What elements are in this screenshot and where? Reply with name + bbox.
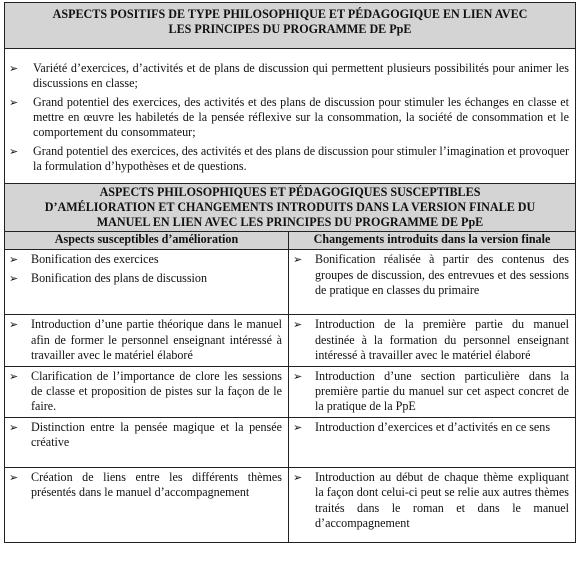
arrowhead-bullet-icon: ➢ [293,420,303,434]
list-item [9,252,282,267]
arrowhead-bullet-icon: ➢ [9,253,19,267]
column-header-left: Aspects susceptibles d’amélioration [5,231,289,249]
list-item-text: Grand potentiel des exercices, des activités et des plans de discussion pour stimuler les échanges en classe et mettre en œuvre les habiletés de la pensée réflexive sur la consommation, la société de consommation et le comportement du consommateur; [33,94,570,140]
list-item-text: Distinction entre la pensée magique et la pensée créative [31,419,282,450]
arrowhead-bullet-icon: ➢ [293,318,303,332]
table-cell-left [5,366,289,417]
positive-aspects-row [5,48,576,183]
arrowhead-bullet-icon: ➢ [9,318,19,332]
list-item [293,420,569,435]
evaluation-table [4,2,576,543]
improvement-heading-line-2: D’AMÉLIORATION ET CHANGEMENTS INTRODUITS DANS LA VERSION FINALE DU [44,200,536,215]
arrowhead-bullet-icon: ➢ [9,369,19,383]
positive-aspects-heading [5,3,576,49]
table-cell-right [289,417,576,467]
improvement-heading-row [5,183,576,231]
list-item-text: Grand potentiel des exercices, des activités et des plans de discussion pour stimuler l’imagination et provoquer la formulation d’hypothèses et de questions. [33,143,570,174]
list-item [9,61,569,92]
arrowhead-bullet-icon: ➢ [293,470,303,484]
list-item-text: Introduction d’une section particulière dans la première partie du manuel sur cet aspect concret de la pratique de la PpE [315,368,570,414]
table-cell-right [289,366,576,417]
table-cell-left [5,315,289,366]
column-header-right: Changements introduits dans la version finale [289,231,576,249]
list-item [9,95,569,141]
table-cell-left [5,250,289,315]
positive-aspects-heading-line-1: ASPECTS POSITIFS DE TYPE PHILOSOPHIQUE ET PÉDAGOGIQUE EN LIEN AVEC [52,7,528,21]
arrowhead-bullet-icon: ➢ [9,271,19,285]
list-item-text: Bonification des plans de discussion [31,270,208,285]
positive-aspects-list [5,48,576,183]
table-cell-left [5,417,289,467]
improvement-heading [5,183,576,231]
arrowhead-bullet-icon: ➢ [9,144,19,158]
list-item [293,369,569,415]
table-cell-right [289,250,576,315]
list-item-text: Introduction au début de chaque thème expliquant la façon dont celui-ci peut se relie aux autres thèmes traités dans le roman et dans le manuel d’accompagnement [315,469,570,530]
list-item-text: Clarification de l’importance de clore les sessions de classe et proposition de pistes sur la façon de le faire. [31,368,282,414]
list-item-text: Création de liens entre les différents thèmes présentés dans le manuel d’accompagnement [31,469,282,500]
list-item [293,317,569,363]
arrowhead-bullet-icon: ➢ [9,61,19,75]
list-item-text: Bonification des exercices [31,252,159,267]
list-item [9,369,282,415]
table-cell-right [289,315,576,366]
document-table-container [4,2,575,543]
list-item [9,271,282,286]
list-item-text: Introduction d’exercices et d’activités en ce sens [315,419,551,434]
positive-aspects-heading-line-2: LES PRINCIPES DU PROGRAMME DE PpE [168,22,412,37]
positive-aspects-heading-row [5,3,576,49]
list-item-text: Variété d’exercices, d’activités et de plans de discussion qui permettent plusieurs possibilités pour animer les discussions en classe; [33,60,570,91]
arrowhead-bullet-icon: ➢ [293,369,303,383]
list-item [9,470,282,501]
table-row [5,315,576,366]
list-item-text: Introduction d’une partie théorique dans le manuel afin de former le personnel enseignant intéressé à travailler avec le matériel élaboré [31,317,282,363]
column-header-row [5,231,576,249]
arrowhead-bullet-icon: ➢ [9,420,19,434]
table-cell-left [5,467,289,542]
list-item [9,144,569,175]
list-item-text: Introduction de la première partie du manuel destinée à la formation du personnel enseignant intéressé à travailler avec le matériel élaboré [315,317,570,363]
improvement-heading-line-1: ASPECTS PHILOSOPHIQUES ET PÉDAGOGIQUES SUSCEPTIBLES [99,184,481,199]
arrowhead-bullet-icon: ➢ [293,253,303,267]
list-item [9,420,282,451]
table-row [5,366,576,417]
arrowhead-bullet-icon: ➢ [9,95,19,109]
table-row [5,250,576,315]
table-cell-right [289,467,576,542]
list-item [9,317,282,363]
table-row [5,417,576,467]
list-item [293,470,569,532]
improvement-heading-line-3: MANUEL EN LIEN AVEC LES PRINCIPES DU PROGRAMME DE PpE [96,215,484,230]
table-row [5,467,576,542]
arrowhead-bullet-icon: ➢ [9,470,19,484]
list-item-text: Bonification réalisée à partir des contenus des groupes de discussion, des entrevues et des sessions de pratique en classes du primaire [315,252,570,298]
list-item [293,252,569,298]
